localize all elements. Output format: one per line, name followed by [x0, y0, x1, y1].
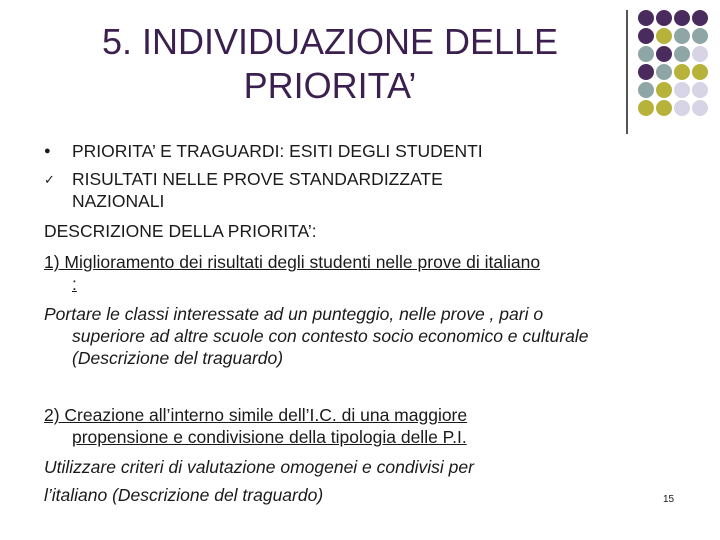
priority-1-line-1: 1) Miglioramento dei risultati degli studenti nelle prove di italiano	[44, 252, 541, 272]
priority-2-line-2: propensione e condivisione della tipologia delle P.I.	[72, 427, 467, 447]
description-heading: DESCRIZIONE DELLA PRIORITA’:	[44, 221, 317, 241]
target-1-line-3: (Descrizione del traguardo)	[72, 348, 284, 368]
results-heading-line-1: RISULTATI NELLE PROVE STANDARDIZZATE	[72, 169, 443, 189]
target-1-line-2: superiore ad altre scuole con contesto socio economico e culturale	[72, 326, 589, 346]
target-1-line-1: Portare le classi interessate ad un punteggio, nelle prove , pari o	[44, 304, 544, 324]
slide-title-line-2: PRIORITA’	[243, 65, 417, 106]
target-2-line-1: Utilizzare criteri di valutazione omogenei e condivisi per	[44, 457, 474, 477]
round-bullet-icon: ●	[44, 145, 51, 157]
priority-heading: PRIORITA’ E TRAGUARDI: ESITI DEGLI STUDENTI	[72, 141, 483, 161]
slide-title-line-1: 5. INDIVIDUAZIONE DELLE	[101, 21, 559, 62]
results-heading-line-2: NAZIONALI	[72, 191, 165, 211]
priority-1-line-2: :	[72, 274, 77, 294]
target-2-line-2: l’italiano (Descrizione del traguardo)	[44, 485, 324, 505]
slide-number: 15	[663, 494, 675, 505]
priority-2-line-1: 2) Creazione all’interno simile dell’I.C. di una maggiore	[44, 405, 468, 425]
check-bullet-icon: ✓	[44, 172, 55, 187]
